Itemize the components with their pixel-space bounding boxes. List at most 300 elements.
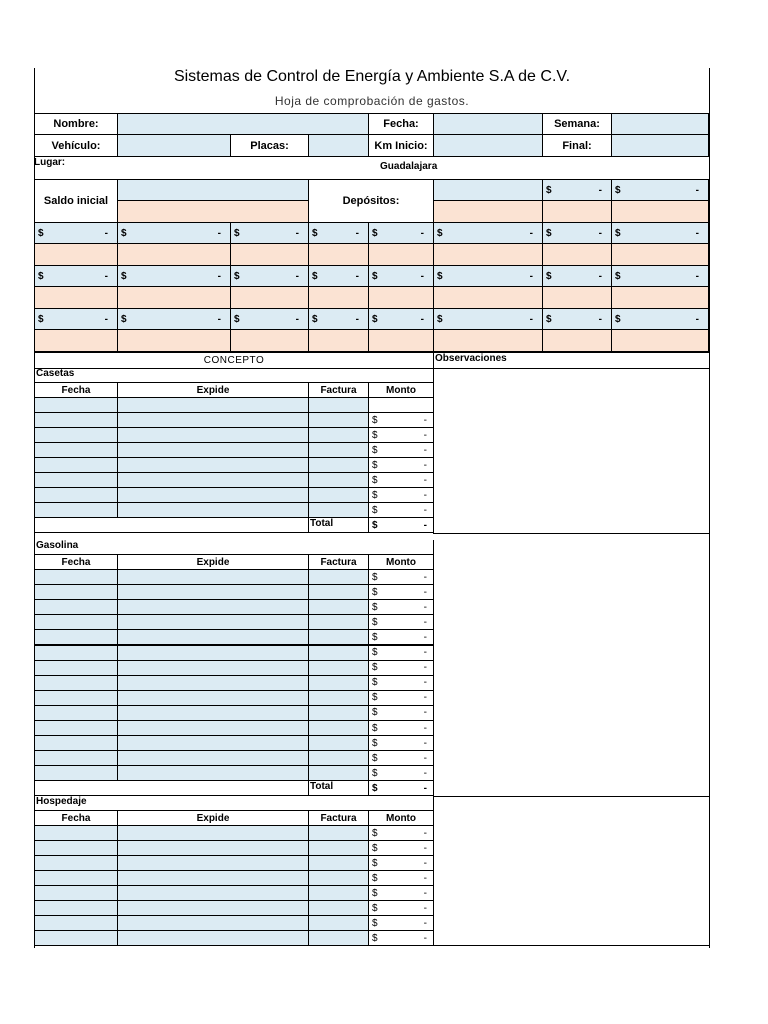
factura-cell[interactable]	[308, 442, 369, 458]
money-cell[interactable]	[611, 308, 709, 330]
observaciones-divider	[433, 540, 434, 796]
semana-field[interactable]	[611, 113, 709, 135]
amount-value: -	[423, 827, 427, 839]
currency-symbol: $	[372, 616, 378, 628]
currency-symbol: $	[372, 489, 378, 501]
expide-cell[interactable]	[117, 457, 309, 473]
currency-symbol: $	[372, 737, 378, 749]
money-cell-peach[interactable]	[611, 329, 709, 352]
monto-cell[interactable]	[368, 397, 434, 413]
monto-cell[interactable]	[368, 629, 434, 645]
col-header-expide: Expide	[117, 554, 309, 570]
fecha-cell[interactable]	[34, 870, 118, 886]
expide-cell[interactable]	[117, 599, 309, 615]
fecha-cell[interactable]	[34, 427, 118, 443]
amount-value: -	[423, 767, 427, 779]
fecha-cell[interactable]	[34, 397, 118, 413]
currency-symbol: $	[372, 227, 378, 239]
factura-cell[interactable]	[308, 690, 369, 706]
monto-cell[interactable]	[368, 825, 434, 841]
factura-cell[interactable]	[308, 870, 369, 886]
lugar-row	[34, 156, 710, 180]
money-cell-peach[interactable]	[230, 329, 309, 352]
fecha-cell[interactable]	[34, 502, 118, 518]
expide-cell[interactable]	[117, 427, 309, 443]
frame-right	[709, 68, 710, 948]
fecha-cell[interactable]	[34, 584, 118, 600]
currency-symbol: $	[372, 707, 378, 719]
money-cell-peach[interactable]	[117, 329, 231, 352]
monto-cell[interactable]	[368, 885, 434, 901]
currency-symbol: $	[234, 227, 240, 239]
fecha-cell[interactable]	[34, 645, 118, 661]
factura-cell[interactable]	[308, 645, 369, 661]
fecha-cell[interactable]	[34, 720, 118, 736]
monto-cell[interactable]	[368, 442, 434, 458]
currency-symbol: $	[372, 571, 378, 583]
factura-cell[interactable]	[308, 930, 369, 946]
expide-cell[interactable]	[117, 690, 309, 706]
monto-cell[interactable]	[368, 584, 434, 600]
fecha-cell[interactable]	[34, 915, 118, 931]
currency-symbol: $	[38, 227, 44, 239]
expide-cell[interactable]	[117, 930, 309, 946]
money-cell-peach[interactable]	[34, 286, 118, 309]
factura-cell[interactable]	[308, 885, 369, 901]
monto-cell[interactable]	[368, 502, 434, 518]
col-header-factura: Factura	[308, 382, 369, 398]
expide-cell[interactable]	[117, 584, 309, 600]
currency-symbol: $	[372, 444, 378, 456]
monto-cell[interactable]	[368, 569, 434, 585]
expide-cell[interactable]	[117, 487, 309, 503]
amount-value: -	[529, 227, 533, 239]
currency-symbol: $	[121, 270, 127, 282]
monto-cell[interactable]	[368, 660, 434, 676]
currency-symbol: $	[372, 932, 378, 944]
factura-cell[interactable]	[308, 735, 369, 751]
factura-cell[interactable]	[308, 900, 369, 916]
currency-symbol: $	[234, 313, 240, 325]
placas-label: Placas:	[230, 134, 309, 157]
expide-cell[interactable]	[117, 840, 309, 856]
expide-cell[interactable]	[117, 735, 309, 751]
amount-value: -	[423, 902, 427, 914]
money-cell-peach[interactable]	[368, 329, 434, 352]
section-title-hospedaje: Hospedaje	[36, 796, 87, 807]
fecha-cell[interactable]	[34, 660, 118, 676]
currency-symbol: $	[615, 313, 621, 325]
col-header-expide: Expide	[117, 810, 309, 826]
amount-value: -	[104, 227, 108, 239]
fecha-cell[interactable]	[34, 750, 118, 766]
fecha-cell[interactable]	[34, 855, 118, 871]
currency-symbol: $	[372, 677, 378, 689]
expide-cell[interactable]	[117, 855, 309, 871]
amount-value: -	[423, 489, 427, 501]
money-cell-peach[interactable]	[611, 286, 709, 309]
monto-cell[interactable]	[368, 930, 434, 946]
currency-symbol: $	[372, 313, 378, 325]
fecha-cell[interactable]	[34, 765, 118, 781]
fecha-cell[interactable]	[34, 675, 118, 691]
amount-value: -	[423, 662, 427, 674]
expide-cell[interactable]	[117, 614, 309, 630]
amount-value: -	[217, 270, 221, 282]
monto-cell[interactable]	[368, 915, 434, 931]
concepto-header: CONCEPTO	[34, 352, 434, 369]
monto-cell[interactable]	[368, 870, 434, 886]
monto-cell[interactable]	[368, 457, 434, 473]
amount-value: -	[423, 616, 427, 628]
amount-value: -	[423, 722, 427, 734]
amount-value: -	[217, 227, 221, 239]
expide-cell[interactable]	[117, 705, 309, 721]
monto-cell[interactable]	[368, 614, 434, 630]
money-cell[interactable]	[433, 222, 543, 244]
fecha-cell[interactable]	[34, 472, 118, 488]
currency-symbol: $	[546, 313, 552, 325]
amount-value: -	[423, 601, 427, 613]
expide-cell[interactable]	[117, 569, 309, 585]
depositos-field-2[interactable]	[433, 200, 543, 223]
amount-value: -	[423, 872, 427, 884]
fecha-cell[interactable]	[34, 885, 118, 901]
amount-value: -	[529, 270, 533, 282]
saldo-inicial-field[interactable]	[117, 179, 309, 201]
col-header-fecha: Fecha	[34, 810, 118, 826]
money-cell-peach[interactable]	[230, 286, 309, 309]
money-cell[interactable]	[117, 222, 231, 244]
money-cell-peach[interactable]	[368, 243, 434, 266]
currency-symbol: $	[372, 872, 378, 884]
currency-symbol: $	[372, 827, 378, 839]
currency-symbol: $	[372, 586, 378, 598]
total-label: Total	[308, 780, 369, 796]
money-cell[interactable]	[117, 265, 231, 287]
money-cell-peach[interactable]	[34, 329, 118, 352]
currency-symbol: $	[372, 782, 378, 794]
semana-label: Semana:	[542, 113, 612, 135]
amount-value: -	[295, 313, 299, 325]
nombre-field[interactable]	[117, 113, 369, 135]
fecha-cell[interactable]	[34, 840, 118, 856]
amount-value: -	[423, 917, 427, 929]
nombre-label: Nombre:	[34, 113, 118, 135]
amount-value: -	[423, 752, 427, 764]
factura-cell[interactable]	[308, 855, 369, 871]
currency-symbol: $	[372, 474, 378, 486]
factura-cell[interactable]	[308, 675, 369, 691]
depositos-field[interactable]	[433, 179, 543, 201]
factura-cell[interactable]	[308, 412, 369, 428]
fecha-cell[interactable]	[34, 930, 118, 946]
currency-symbol: $	[372, 752, 378, 764]
expide-cell[interactable]	[117, 765, 309, 781]
money-cell[interactable]	[34, 222, 118, 244]
saldo-inicial-field-2[interactable]	[117, 200, 309, 223]
amount-value: -	[529, 313, 533, 325]
monto-cell[interactable]	[368, 645, 434, 661]
currency-symbol: $	[372, 429, 378, 441]
monto-cell[interactable]	[368, 487, 434, 503]
saldo-inicial-label: Saldo inicial	[34, 179, 118, 223]
money-cell-peach[interactable]	[433, 286, 543, 309]
money-cell[interactable]	[308, 222, 369, 244]
depositos-label: Depósitos:	[308, 179, 434, 223]
money-cell[interactable]	[117, 308, 231, 330]
amount-value: -	[598, 313, 602, 325]
factura-cell[interactable]	[308, 915, 369, 931]
currency-symbol: $	[372, 902, 378, 914]
currency-symbol: $	[312, 270, 318, 282]
money-cell[interactable]	[230, 222, 309, 244]
total-amount	[368, 780, 434, 796]
factura-cell[interactable]	[308, 629, 369, 645]
amount-value: -	[423, 474, 427, 486]
money-cell-peach[interactable]	[542, 329, 612, 352]
factura-cell[interactable]	[308, 584, 369, 600]
km-inicio-label: Km Inicio:	[368, 134, 434, 157]
money-cell[interactable]	[230, 308, 309, 330]
factura-cell[interactable]	[308, 427, 369, 443]
factura-cell[interactable]	[308, 599, 369, 615]
fecha-field[interactable]	[433, 113, 543, 135]
monto-cell[interactable]	[368, 750, 434, 766]
factura-cell[interactable]	[308, 720, 369, 736]
expide-cell[interactable]	[117, 397, 309, 413]
fecha-cell[interactable]	[34, 412, 118, 428]
currency-symbol: $	[372, 647, 378, 659]
total-amount	[368, 517, 434, 533]
currency-symbol: $	[372, 519, 378, 531]
monto-cell[interactable]	[368, 675, 434, 691]
amount-value: -	[104, 313, 108, 325]
currency-symbol: $	[437, 313, 443, 325]
amount-value: -	[423, 887, 427, 899]
money-cell-peach[interactable]	[308, 286, 369, 309]
currency-symbol: $	[372, 504, 378, 516]
money-cell-peach[interactable]	[308, 329, 369, 352]
money-cell-peach[interactable]	[368, 286, 434, 309]
monto-cell[interactable]	[368, 412, 434, 428]
amount-value: -	[423, 631, 427, 643]
currency-symbol: $	[437, 270, 443, 282]
col-header-monto: Monto	[368, 554, 434, 570]
depositos-amount-1[interactable]	[542, 179, 612, 201]
currency-symbol: $	[615, 184, 621, 196]
money-cell[interactable]	[230, 265, 309, 287]
currency-symbol: $	[546, 270, 552, 282]
amount-value: -	[423, 647, 427, 659]
factura-cell[interactable]	[308, 705, 369, 721]
factura-cell[interactable]	[308, 765, 369, 781]
currency-symbol: $	[615, 270, 621, 282]
total-label: Total	[308, 517, 369, 533]
currency-symbol: $	[121, 313, 127, 325]
expide-cell[interactable]	[117, 900, 309, 916]
depositos-amount-2[interactable]	[611, 179, 709, 201]
monto-cell[interactable]	[368, 690, 434, 706]
expide-cell[interactable]	[117, 720, 309, 736]
factura-cell[interactable]	[308, 457, 369, 473]
money-cell[interactable]	[34, 265, 118, 287]
final-field[interactable]	[611, 134, 709, 157]
factura-cell[interactable]	[308, 397, 369, 413]
money-cell[interactable]	[368, 308, 434, 330]
amount-value: -	[423, 571, 427, 583]
currency-symbol: $	[372, 601, 378, 613]
money-cell[interactable]	[542, 265, 612, 287]
amount-value: -	[423, 459, 427, 471]
fecha-cell[interactable]	[34, 614, 118, 630]
vehiculo-field[interactable]	[117, 134, 231, 157]
factura-cell[interactable]	[308, 840, 369, 856]
monto-cell[interactable]	[368, 840, 434, 856]
money-cell-peach[interactable]	[308, 243, 369, 266]
money-cell[interactable]	[308, 265, 369, 287]
expide-cell[interactable]	[117, 442, 309, 458]
monto-cell[interactable]	[368, 735, 434, 751]
amount-value: -	[423, 842, 427, 854]
fecha-cell[interactable]	[34, 442, 118, 458]
factura-cell[interactable]	[308, 614, 369, 630]
expide-cell[interactable]	[117, 502, 309, 518]
money-cell-peach[interactable]	[542, 243, 612, 266]
monto-cell[interactable]	[368, 427, 434, 443]
km-inicio-field[interactable]	[433, 134, 543, 157]
monto-cell[interactable]	[368, 472, 434, 488]
currency-symbol: $	[372, 857, 378, 869]
amount-value: -	[423, 586, 427, 598]
expide-cell[interactable]	[117, 645, 309, 661]
amount-value: -	[355, 313, 359, 325]
expide-cell[interactable]	[117, 750, 309, 766]
money-cell-peach[interactable]	[230, 243, 309, 266]
money-cell[interactable]	[433, 308, 543, 330]
money-cell-peach[interactable]	[433, 243, 543, 266]
money-cell-peach[interactable]	[34, 243, 118, 266]
fecha-cell[interactable]	[34, 735, 118, 751]
currency-symbol: $	[372, 887, 378, 899]
expide-cell[interactable]	[117, 472, 309, 488]
page-subtitle: Hoja de comprobación de gastos.	[274, 94, 470, 108]
amount-value: -	[423, 414, 427, 426]
amount-value: -	[217, 313, 221, 325]
monto-cell[interactable]	[368, 900, 434, 916]
col-header-monto: Monto	[368, 382, 434, 398]
money-cell[interactable]	[34, 308, 118, 330]
factura-cell[interactable]	[308, 750, 369, 766]
amount-value: -	[295, 227, 299, 239]
fecha-cell[interactable]	[34, 599, 118, 615]
money-cell[interactable]	[368, 222, 434, 244]
expide-cell[interactable]	[117, 825, 309, 841]
final-label: Final:	[542, 134, 612, 157]
money-cell[interactable]	[611, 222, 709, 244]
amount-value: -	[598, 227, 602, 239]
currency-symbol: $	[312, 227, 318, 239]
money-cell[interactable]	[611, 265, 709, 287]
currency-symbol: $	[372, 631, 378, 643]
money-cell[interactable]	[542, 222, 612, 244]
money-cell-peach[interactable]	[611, 243, 709, 266]
fecha-cell[interactable]	[34, 900, 118, 916]
monto-cell[interactable]	[368, 855, 434, 871]
depositos-field-3[interactable]	[542, 200, 612, 223]
factura-cell[interactable]	[308, 502, 369, 518]
factura-cell[interactable]	[308, 660, 369, 676]
fecha-cell[interactable]	[34, 705, 118, 721]
col-header-monto: Monto	[368, 810, 434, 826]
amount-value: -	[423, 707, 427, 719]
amount-value: -	[423, 782, 427, 794]
amount-value: -	[695, 270, 699, 282]
section-bottom-line	[433, 945, 710, 946]
factura-cell[interactable]	[308, 569, 369, 585]
amount-value: -	[423, 677, 427, 689]
expide-cell[interactable]	[117, 885, 309, 901]
money-cell-peach[interactable]	[542, 286, 612, 309]
currency-symbol: $	[546, 184, 552, 196]
monto-cell[interactable]	[368, 720, 434, 736]
fecha-cell[interactable]	[34, 629, 118, 645]
money-cell[interactable]	[542, 308, 612, 330]
monto-cell[interactable]	[368, 599, 434, 615]
monto-cell[interactable]	[368, 705, 434, 721]
expide-cell[interactable]	[117, 870, 309, 886]
expide-cell[interactable]	[117, 629, 309, 645]
currency-symbol: $	[38, 313, 44, 325]
currency-symbol: $	[372, 722, 378, 734]
factura-cell[interactable]	[308, 825, 369, 841]
factura-cell[interactable]	[308, 472, 369, 488]
expide-cell[interactable]	[117, 660, 309, 676]
page-title: Sistemas de Control de Energía y Ambiente S.A de C.V.	[173, 68, 571, 85]
fecha-cell[interactable]	[34, 825, 118, 841]
col-header-expide: Expide	[117, 382, 309, 398]
currency-symbol: $	[121, 227, 127, 239]
vehiculo-label: Vehículo:	[34, 134, 118, 157]
currency-symbol: $	[546, 227, 552, 239]
money-cell-peach[interactable]	[117, 243, 231, 266]
currency-symbol: $	[372, 414, 378, 426]
expide-cell[interactable]	[117, 915, 309, 931]
amount-value: -	[355, 227, 359, 239]
money-cell[interactable]	[368, 265, 434, 287]
expide-cell[interactable]	[117, 675, 309, 691]
money-cell[interactable]	[433, 265, 543, 287]
placas-field[interactable]	[308, 134, 369, 157]
money-cell-peach[interactable]	[117, 286, 231, 309]
depositos-field-4[interactable]	[611, 200, 709, 223]
col-header-fecha: Fecha	[34, 382, 118, 398]
fecha-cell[interactable]	[34, 569, 118, 585]
currency-symbol: $	[312, 313, 318, 325]
monto-cell[interactable]	[368, 765, 434, 781]
fecha-cell[interactable]	[34, 690, 118, 706]
fecha-cell[interactable]	[34, 487, 118, 503]
currency-symbol: $	[437, 227, 443, 239]
currency-symbol: $	[372, 692, 378, 704]
fecha-cell[interactable]	[34, 457, 118, 473]
currency-symbol: $	[234, 270, 240, 282]
money-cell[interactable]	[308, 308, 369, 330]
amount-value: -	[420, 270, 424, 282]
expide-cell[interactable]	[117, 412, 309, 428]
factura-cell[interactable]	[308, 487, 369, 503]
money-cell-peach[interactable]	[433, 329, 543, 352]
